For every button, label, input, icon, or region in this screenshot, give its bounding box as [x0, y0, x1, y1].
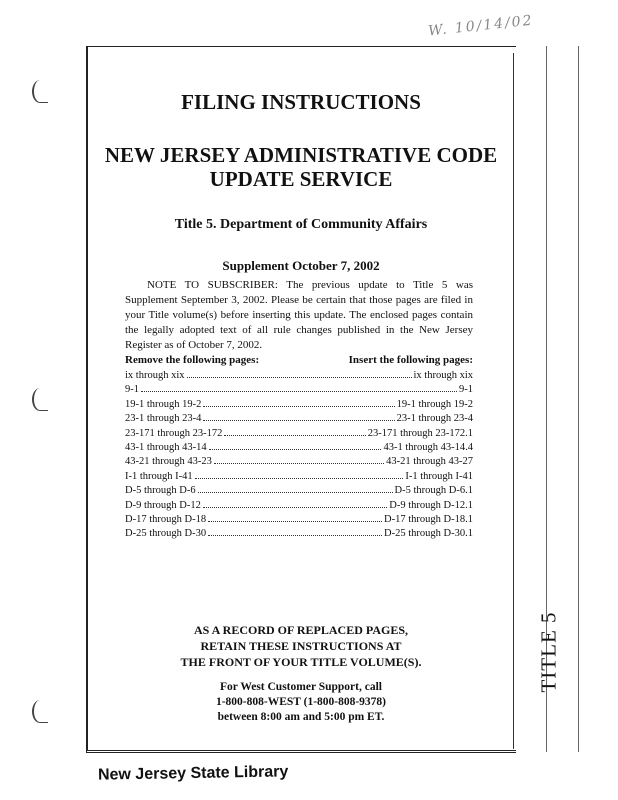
list-rows	[125, 368, 473, 541]
remove-pages: D-17 through D-18	[125, 513, 207, 525]
remove-pages: 19-1 through 19-2	[125, 398, 202, 410]
insert-pages: D-9 through D-12.1	[389, 499, 473, 511]
remove-pages: 43-21 through 43-23	[125, 456, 212, 468]
insert-pages: 23-171 through 23-172.1	[367, 427, 473, 439]
leader-dots	[209, 440, 382, 450]
insert-pages: D-25 through D-30.1	[384, 528, 473, 540]
leader-dots	[195, 469, 404, 479]
list-row	[125, 469, 473, 483]
insert-pages: ix through xix	[413, 370, 473, 381]
list-row	[125, 498, 473, 512]
remove-pages: 43-1 through 43-14	[125, 441, 207, 453]
list-row	[125, 454, 473, 468]
list-row	[125, 483, 473, 497]
remove-pages: I-1 through I-41	[125, 470, 193, 482]
punch-hole-middle	[32, 388, 48, 411]
insert-pages: 43-21 through 43-27	[386, 456, 473, 468]
record-line2: RETAIN THESE INSTRUCTIONS AT	[200, 639, 402, 653]
insert-pages: D-5 through D-6.1	[394, 485, 473, 497]
page-title: FILING INSTRUCTIONS	[181, 90, 421, 114]
code-title-line1: NEW JERSEY ADMINISTRATIVE CODE	[104, 143, 498, 167]
insert-pages: 23-1 through 23-4	[396, 413, 473, 425]
record-instructions	[86, 622, 516, 670]
record-line3: THE FRONT OF YOUR TITLE VOLUME(S).	[180, 655, 422, 669]
list-header	[125, 354, 473, 368]
insert-pages: 19-1 through 19-2	[396, 398, 473, 410]
remove-pages: D-9 through D-12	[125, 499, 201, 511]
library-stamp: New Jersey State Library	[97, 763, 289, 784]
insert-pages: 9-1	[459, 384, 473, 396]
remove-header: Remove the following pages:	[125, 354, 260, 366]
customer-support	[86, 680, 516, 725]
record-line1: AS A RECORD OF REPLACED PAGES,	[193, 623, 409, 637]
remove-pages: 9-1	[125, 384, 139, 396]
list-row	[125, 426, 473, 440]
code-title-line2: UPDATE SERVICE	[209, 167, 393, 191]
punch-hole-top	[32, 80, 48, 103]
list-row	[125, 526, 473, 540]
leader-dots	[203, 411, 394, 421]
insert-pages: D-17 through D-18.1	[384, 513, 473, 525]
insert-pages: 43-1 through 43-14.4	[383, 441, 473, 453]
leader-dots	[187, 368, 412, 378]
leader-dots	[198, 483, 393, 493]
page-replacement-list	[125, 354, 473, 541]
list-row	[125, 382, 473, 396]
leader-dots	[208, 526, 382, 536]
supplement-heading: Supplement October 7, 2002	[222, 258, 380, 273]
leader-dots	[214, 454, 384, 464]
title-tab	[519, 592, 579, 712]
code-title	[86, 143, 516, 191]
remove-pages: 23-1 through 23-4	[125, 413, 202, 425]
remove-pages: D-25 through D-30	[125, 528, 207, 540]
remove-pages: 23-171 through 23-172	[125, 427, 223, 439]
leader-dots	[224, 426, 365, 436]
support-line1: For West Customer Support, call	[220, 681, 382, 693]
leader-dots	[203, 498, 387, 508]
remove-pages: D-5 through D-6	[125, 485, 196, 497]
support-hours: between 8:00 am and 5:00 pm ET.	[217, 711, 385, 723]
list-row	[125, 411, 473, 425]
support-phone: 1-800-808-WEST (1-800-808-9378)	[215, 696, 387, 708]
insert-header: Insert the following pages:	[348, 354, 473, 366]
leader-dots	[203, 397, 394, 407]
list-row	[125, 397, 473, 411]
insert-pages: I-1 through I-41	[405, 470, 473, 482]
list-row	[125, 512, 473, 526]
subscriber-note: NOTE TO SUBSCRIBER: The previous update to Title 5 was Supplement September 3, 2002. Please be certain that those pages are filed in your Title volume(s) before inserting this update. The enclosed pages contain the legally adopted text of all rule changes published in the New Jersey Register as of October 7, 2002.	[125, 279, 473, 351]
list-row	[125, 368, 473, 382]
punch-hole-bottom	[32, 700, 48, 723]
remove-pages: ix through xix	[125, 370, 185, 381]
leader-dots	[141, 382, 457, 392]
department-heading: Title 5. Department of Community Affairs	[174, 217, 428, 232]
title-tab-label: TITLE 5	[536, 611, 561, 693]
leader-dots	[208, 512, 382, 522]
handwritten-note: W. 10/14/02	[427, 12, 535, 40]
list-row	[125, 440, 473, 454]
